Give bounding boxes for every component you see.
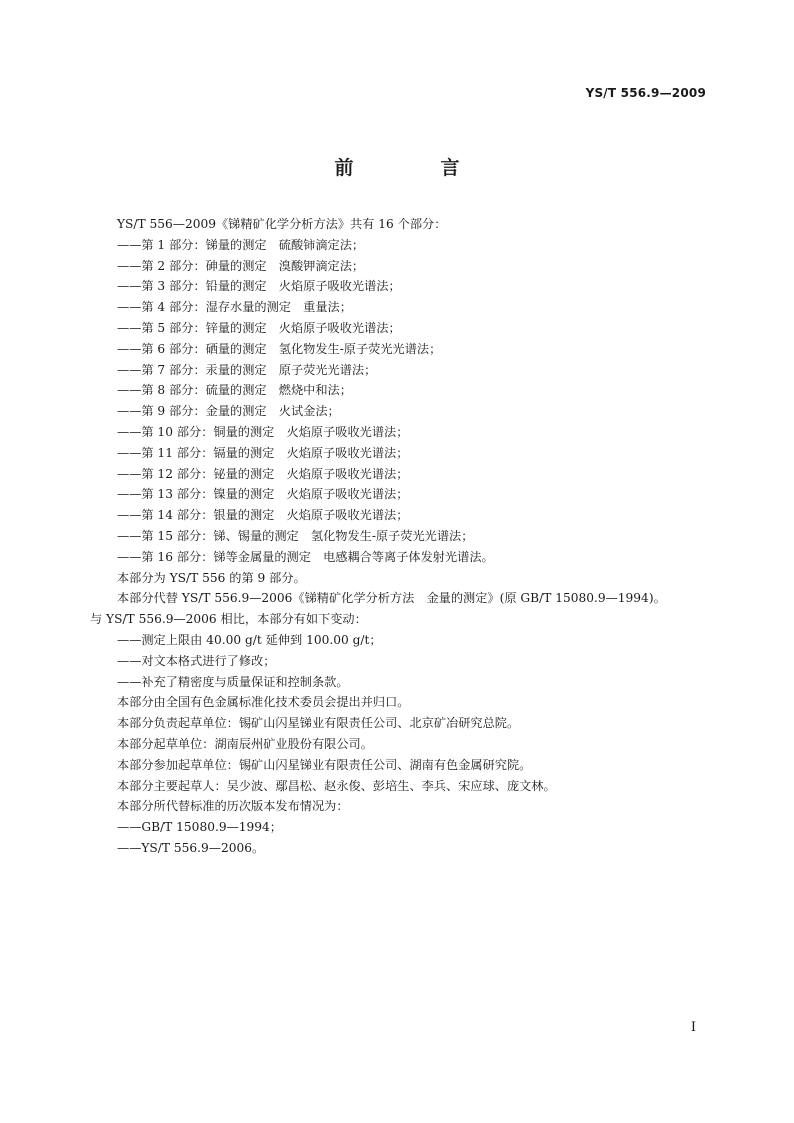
text-line: ——补充了精密度与质量保证和控制条款。	[117, 674, 349, 689]
text-line: ——第 8 部分：硫量的测定 燃烧中和法；	[117, 383, 352, 398]
text-line: 本部分起草单位：湖南辰州矿业股份有限公司。	[117, 736, 373, 751]
text-line: ——第 15 部分：锑、锡量的测定 氢化物发生-原子荧光光谱法；	[117, 528, 474, 543]
text-line: ——YS/T 556.9—2006。	[117, 840, 265, 855]
text-line: 本部分参加起草单位：锡矿山闪星锑业有限责任公司、湖南有色金属研究院。	[117, 757, 532, 772]
text-line: ——第 4 部分：湿存水量的测定 重量法；	[117, 300, 352, 315]
text-line: ——GB/T 15080.9—1994；	[117, 820, 282, 835]
text-line: ——第 12 部分：铋量的测定 火焰原子吸收光谱法；	[117, 466, 409, 481]
text-line: ——第 1 部分：锑量的测定 硫酸铈滴定法；	[117, 237, 365, 252]
text-line: 与 YS/T 556.9—2006 相比，本部分有如下变动：	[90, 612, 367, 627]
text-line: ——第 10 部分：铜量的测定 火焰原子吸收光谱法；	[117, 424, 409, 439]
text-line: 本部分负责起草单位：锡矿山闪星锑业有限责任公司、北京矿冶研究总院。	[117, 716, 520, 731]
text-line: 本部分由全国有色金属标准化技术委员会提出并归口。	[117, 695, 410, 710]
text-line: ——第 2 部分：砷量的测定 溴酸钾滴定法；	[117, 258, 365, 273]
foreword-body	[90, 214, 710, 859]
text-line: ——对文本格式进行了修改；	[117, 653, 276, 668]
text-line: ——第 5 部分：锌量的测定 火焰原子吸收光谱法；	[117, 320, 401, 335]
page-title: 前 言	[334, 157, 494, 179]
text-line: ——第 7 部分：汞量的测定 原子荧光光谱法；	[117, 362, 377, 377]
text-line: 本部分为 YS/T 556 的第 9 部分。	[117, 570, 306, 585]
text-line: ——第 9 部分：金量的测定 火试金法；	[117, 404, 340, 419]
text-line: 本部分代替 YS/T 556.9—2006《锑精矿化学分析方法 金量的测定》(原 GB/T 15080.9—1994)。	[117, 591, 666, 606]
text-line: ——第 3 部分：铅量的测定 火焰原子吸收光谱法；	[117, 279, 401, 294]
page-number: I	[690, 1020, 696, 1035]
text-line: ——第 14 部分：银量的测定 火焰原子吸收光谱法；	[117, 508, 409, 523]
standard-code: YS/T 556.9—2009	[585, 86, 706, 100]
text-line: 本部分所代替标准的历次版本发布情况为：	[117, 799, 349, 814]
text-line: ——第 16 部分：锑等金属量的测定 电感耦合等离子体发射光谱法。	[117, 549, 494, 564]
text-line: 本部分主要起草人：吴少波、鄢昌松、赵永俊、彭培生、李兵、宋应球、庞文林。	[117, 778, 556, 793]
text-line: ——第 13 部分：镍量的测定 火焰原子吸收光谱法；	[117, 487, 409, 502]
text-line: YS/T 556—2009《锑精矿化学分析方法》共有 16 个部分：	[117, 217, 447, 231]
text-line: ——第 11 部分：镉量的测定 火焰原子吸收光谱法；	[117, 445, 409, 460]
text-line: ——第 6 部分：硒量的测定 氢化物发生-原子荧光光谱法；	[117, 341, 442, 356]
text-line: ——测定上限由 40.00 g/t 延伸到 100.00 g/t；	[117, 632, 382, 647]
